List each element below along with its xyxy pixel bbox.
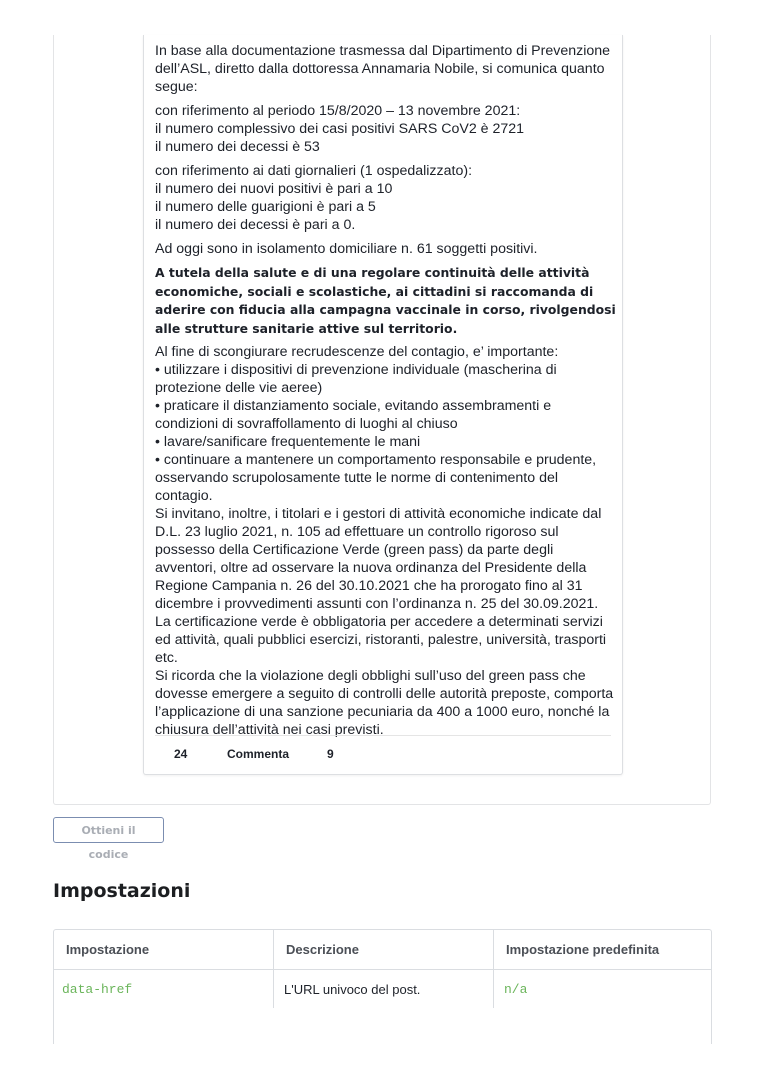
settings-table bbox=[53, 929, 712, 1044]
comment-button[interactable]: Commenta bbox=[227, 747, 290, 761]
setting-name-cell: data-href bbox=[62, 982, 133, 997]
daily-line: il numero delle guarigioni è pari a 5 bbox=[155, 199, 376, 215]
like-count[interactable]: 24 bbox=[174, 747, 188, 761]
daily-line: il numero dei nuovi positivi è pari a 10 bbox=[155, 181, 393, 197]
column-header: Descrizione bbox=[286, 942, 359, 957]
daily-block bbox=[155, 162, 617, 234]
recommendation-item: • lavare/sanificare frequentemente le mani bbox=[155, 434, 421, 450]
period-line: con riferimento al periodo 15/8/2020 – 13 novembre 2021: bbox=[155, 103, 521, 119]
certification-paragraph: La certificazione verde è obbligatoria per accedere a determinati servizi ed attività, quali pubblici esercizi, ristoranti, palestre, università, trasporti etc. bbox=[155, 614, 607, 666]
intro-paragraph: In base alla documentazione trasmessa dal Dipartimento di Prevenzione dell’ASL, diretto dalla dottoressa Annamaria Nobile, si comunica quanto segue: bbox=[155, 43, 611, 95]
settings-heading: Impostazioni bbox=[53, 880, 191, 902]
recommendation-item: • continuare a mantenere un comportamento responsabile e prudente, osservando scrupolosamente tutte le norme di contenimento del contagio. bbox=[155, 452, 597, 504]
daily-line: il numero dei decessi è pari a 0. bbox=[155, 217, 356, 233]
sanction-paragraph: Si ricorda che la violazione degli obblighi sull’uso del green pass che dovesse emergere a seguito di controlli delle autorità preposte, comporta l’applicazione di una sanzione pecuniaria da 400 a 1000 euro, nonché la chiusura dell’attività nei casi previsti. bbox=[155, 668, 614, 738]
invitation-paragraph: Si invitano, inoltre, i titolari e i gestori di attività economiche indicate dal D.L. 23 luglio 2021, n. 105 ad effettuare un controllo rigoroso sul possesso della Certificazione Verde (green pass) da parte degli avventori, oltre ad osservare la nuova ordinanza del Presidente della Regione Campania n. 26 del 30.10.2021 che ha prorogato fino al 31 dicembre i provvedimenti assunti con l’ordinanza n. 25 del 30.09.2021. bbox=[155, 506, 602, 612]
recommendations-intro: Al fine di scongiurare recrudescenze del contagio, e’ importante: bbox=[155, 344, 559, 360]
setting-description-cell: L'URL univoco del post. bbox=[284, 982, 421, 997]
share-count[interactable]: 9 bbox=[327, 747, 334, 761]
column-header: Impostazione predefinita bbox=[506, 942, 660, 957]
post-body bbox=[155, 42, 617, 739]
recommendation-item: • utilizzare i dispositivi di prevenzione individuale (mascherina di protezione delle vie aeree) bbox=[155, 362, 557, 396]
settings-column-description bbox=[273, 930, 494, 1008]
post-footer-divider bbox=[155, 735, 611, 736]
setting-default-cell: n/a bbox=[504, 982, 528, 997]
vaccination-notice: A tutela della salute e di una regolare continuità delle attività economiche, sociali e scolastiche, ai cittadini si raccomanda di aderire con fiducia alla campagna vaccinale in corso, rivolgendosi alle strutture sanitarie attive sul territorio. bbox=[155, 265, 616, 336]
recommendations-block bbox=[155, 343, 617, 739]
settings-column-default bbox=[493, 930, 713, 1008]
settings-column-setting bbox=[54, 930, 273, 1008]
embedded-post-card bbox=[143, 35, 623, 775]
period-line: il numero complessivo dei casi positivi SARS CoV2 è 2721 bbox=[155, 121, 525, 137]
get-code-button[interactable]: Ottieni il codice bbox=[53, 817, 164, 843]
post-footer bbox=[174, 747, 334, 761]
period-line: il numero dei decessi è 53 bbox=[155, 139, 320, 155]
recommendation-item: • praticare il distanziamento sociale, evitando assembramenti e condizioni di sovraffollamento di luoghi al chiuso bbox=[155, 398, 552, 432]
column-header: Impostazione bbox=[66, 942, 150, 957]
period-block bbox=[155, 102, 617, 156]
isolation-paragraph: Ad oggi sono in isolamento domiciliare n. 61 soggetti positivi. bbox=[155, 241, 538, 257]
daily-line: con riferimento ai dati giornalieri (1 ospedalizzato): bbox=[155, 163, 473, 179]
